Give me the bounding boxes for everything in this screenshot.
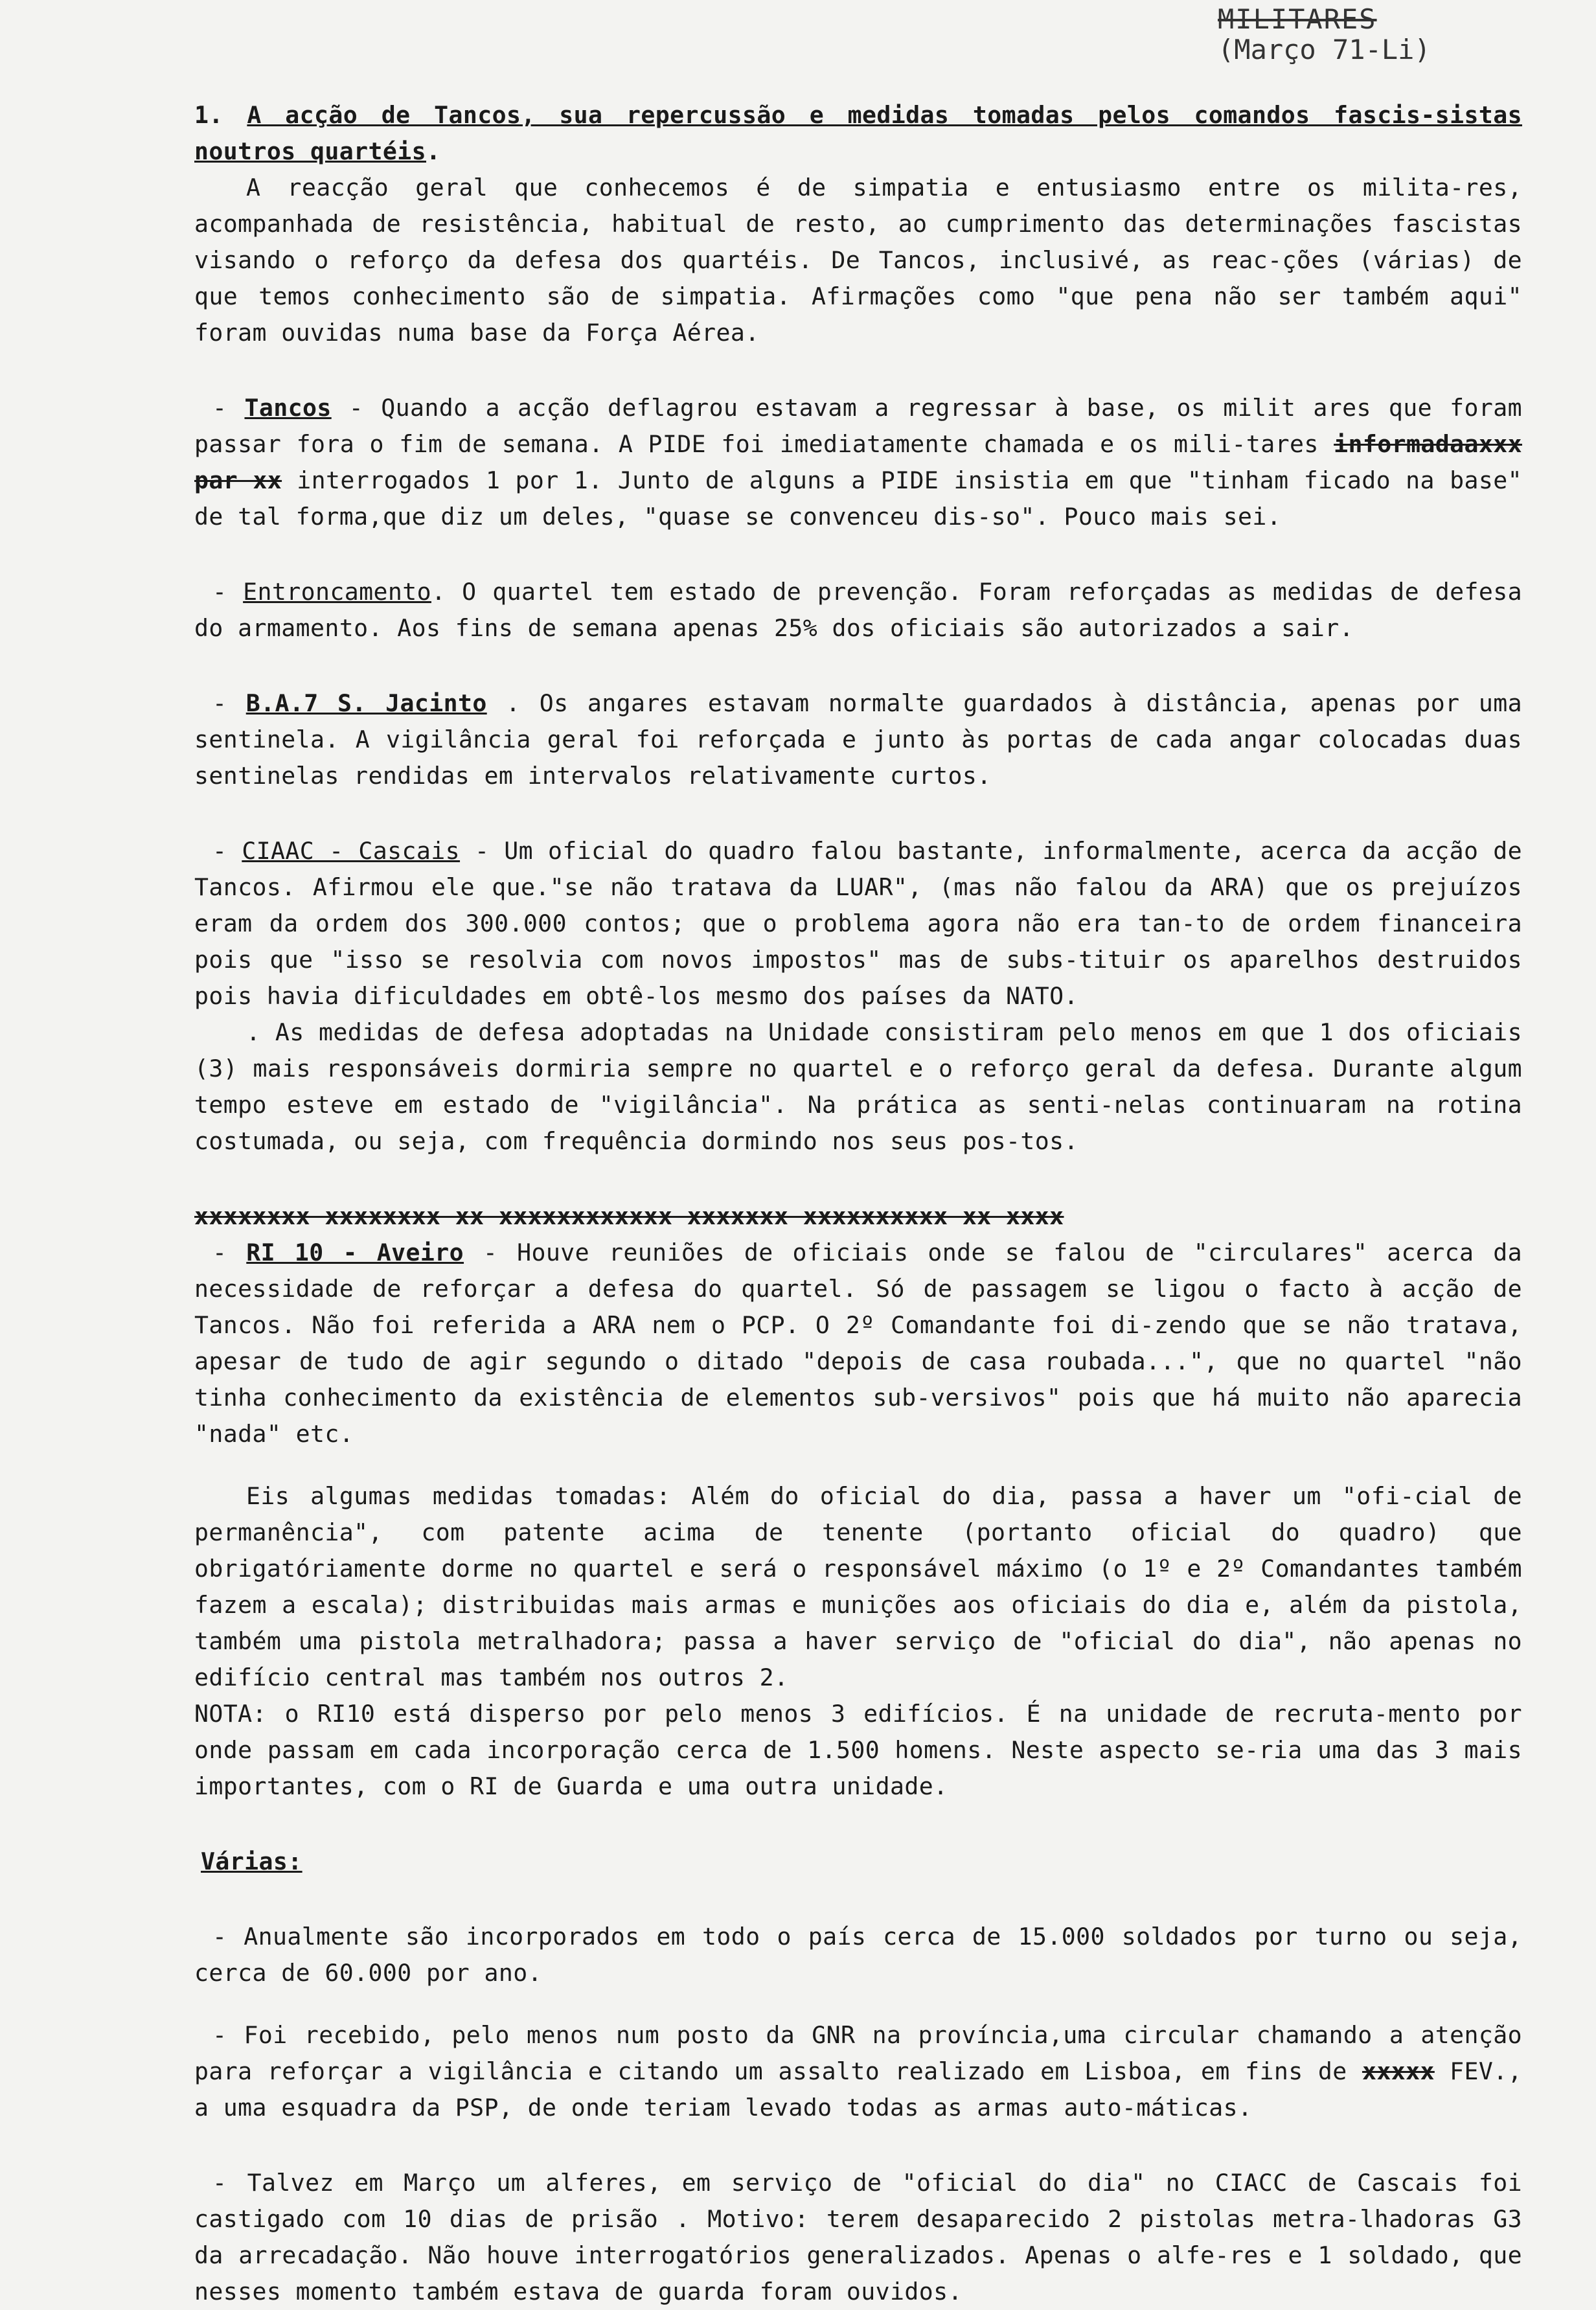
varias-item-3: - Talvez em Março um alferes, em serviço de "oficial do dia" no CIACC de Cascais foi castigado com 10 dias de prisão . Motivo: terem desaparecido 2 pistolas metra-lhadoras G3 da arrecadação. Não houve interrogatórios generalizados. Apenas o alfe-res e 1 soldado, que nesses momento também estava de guarda foram ouvidos. [194, 2169, 1522, 2305]
document-body [194, 97, 1522, 2310]
struck-text: informadaaxxx par xx [194, 430, 1522, 494]
section-1-title: 1. A acção de Tancos, sua repercussão e medidas tomadas pelos comandos fascis-sistas noutros quartéis. [194, 101, 1522, 165]
struck-line: xxxxxxxx xxxxxxxx xx xxxxxxxxxxxx xxxxxxx xxxxxxxxxx xx xxxx [194, 1202, 1064, 1230]
paragraph-nota: NOTA: o RI10 está disperso por pelo menos 3 edifícios. É na unidade de recruta-mento por onde passam em cada incorporação cerca de 1.500 homens. Neste aspecto se-ria uma das 3 mais importantes, com o RI de Guarda e uma outra unidade. [194, 1700, 1522, 1800]
paragraph-tancos: - Tancos - Quando a acção deflagrou estavam a regressar à base, os milit ares que foram passar fora o fim de semana. A PIDE foi imediatamente chamada e os mili-tares informadaaxxx par xx interrogados 1 por 1. Junto de alguns a PIDE insistia em que "tinham ficado na base" de tal forma,que diz um deles, "quase se convenceu dis-so". Pouco mais sei. [194, 394, 1522, 531]
varias-item-1: - Anualmente são incorporados em todo o país cerca de 15.000 soldados por turno ou seja, cerca de 60.000 por ano. [194, 1923, 1522, 1987]
label-ciaac: CIAAC - Cascais [242, 837, 461, 865]
section-varias-heading: Várias: [201, 1847, 302, 1875]
paragraph-ciaac-measures: . As medidas de defesa adoptadas na Unidade consistiram pelo menos em que 1 dos oficiais (3) mais responsáveis dormiria sempre no quartel e o reforço geral da defesa. Durante algum tempo esteve em estado de "vigilância". Na prática as senti-nelas continuaram na rotina costumada, ou seja, com frequência dormindo nos seus pos-tos. [194, 1018, 1522, 1155]
label-ri10: RI 10 - Aveiro [246, 1239, 464, 1266]
label-tancos: Tancos [244, 394, 332, 422]
paragraph-entroncamento: - Entroncamento. O quartel tem estado de prevenção. Foram reforçadas as medidas de defesa do armamento. Aos fins de semana apenas 25% dos oficiais são autorizados a sair. [194, 578, 1522, 642]
varias-item-2: - Foi recebido, pelo menos num posto da GNR na província,uma circular chamando a atenção para reforçar a vigilância e citando um assalto realizado em Lisboa, em fins de xxxxx FEV., a uma esquadra da PSP, de onde teriam levado todas as armas auto-máticas. [194, 2021, 1523, 2121]
section-1-title-text: A acção de Tancos, sua repercussão e medidas tomadas pelos comandos fascis-sistas noutros quartéis [194, 101, 1522, 165]
paragraph-ba7: - B.A.7 S. Jacinto . Os angares estavam normalte guardados à distância, apenas por uma sentinela. A vigilância geral foi reforçada e junto às portas de cada angar colocadas duas sentinelas rendidas em intervalos relativamente curtos. [194, 689, 1522, 790]
classification-stamp [1218, 4, 1431, 65]
paragraph-ri10: - RI 10 - Aveiro - Houve reuniões de oficiais onde se falou de "circulares" acerca da necessidade de reforçar a defesa do quartel. Só de passagem se ligou o facto à acção de Tancos. Não foi referida a ARA nem o PCP. O 2º Comandante foi di-zendo que se não tratava, apesar de tudo de agir segundo o ditado "depois de casa roubada...", que no quartel "não tinha conhecimento da existência de elementos sub-versivos" pois que há muito não aparecia "nada" etc. [194, 1239, 1523, 1448]
stamp-category: MILITARES [1218, 3, 1377, 35]
struck-word: xxxxx [1362, 2057, 1435, 2085]
label-entroncamento: Entroncamento [243, 578, 431, 606]
label-ba7: B.A.7 S. Jacinto [245, 689, 487, 717]
section-1-intro: A reacção geral que conhecemos é de simpatia e entusiasmo entre os milita-res, acompanhada de resistência, habitual de resto, ao cumprimento das determinações fascistas visando o reforço da defesa dos quartéis. De Tancos, inclusivé, as reac-ções (várias) de que temos conhecimento são de simpatia. Afirmações como "que pena não ser também aqui" foram ouvidas numa base da Força Aérea. [194, 174, 1522, 347]
paragraph-ri10-measures: Eis algumas medidas tomadas: Além do oficial do dia, passa a haver um "ofi-cial de permanência", com patente acima de tenente (portanto oficial do quadro) que obrigatóriamente dorme no quartel e será o responsável máximo (o 1º e 2º Comandantes também fazem a escala); distribuidas mais armas e munições aos oficiais do dia e, além da pistola, também uma pistola metralhadora; passa a haver serviço de "oficial do dia", não apenas no edifício central mas também nos outros 2. [194, 1482, 1522, 1691]
paragraph-ciaac: - CIAAC - Cascais - Um oficial do quadro falou bastante, informalmente, acerca da acção de Tancos. Afirmou ele que."se não tratava da LUAR", (mas não falou da ARA) que os prejuízos eram da ordem dos 300.000 contos; que o problema agora não era tan-to de ordem financeira pois que "isso se resolvia com novos impostos" mas de subs-tituir os aparelhos destruidos pois havia dificuldades em obtê-los mesmo dos países da NATO. [194, 837, 1523, 1010]
stamp-date: (Março 71-Li) [1218, 34, 1431, 66]
